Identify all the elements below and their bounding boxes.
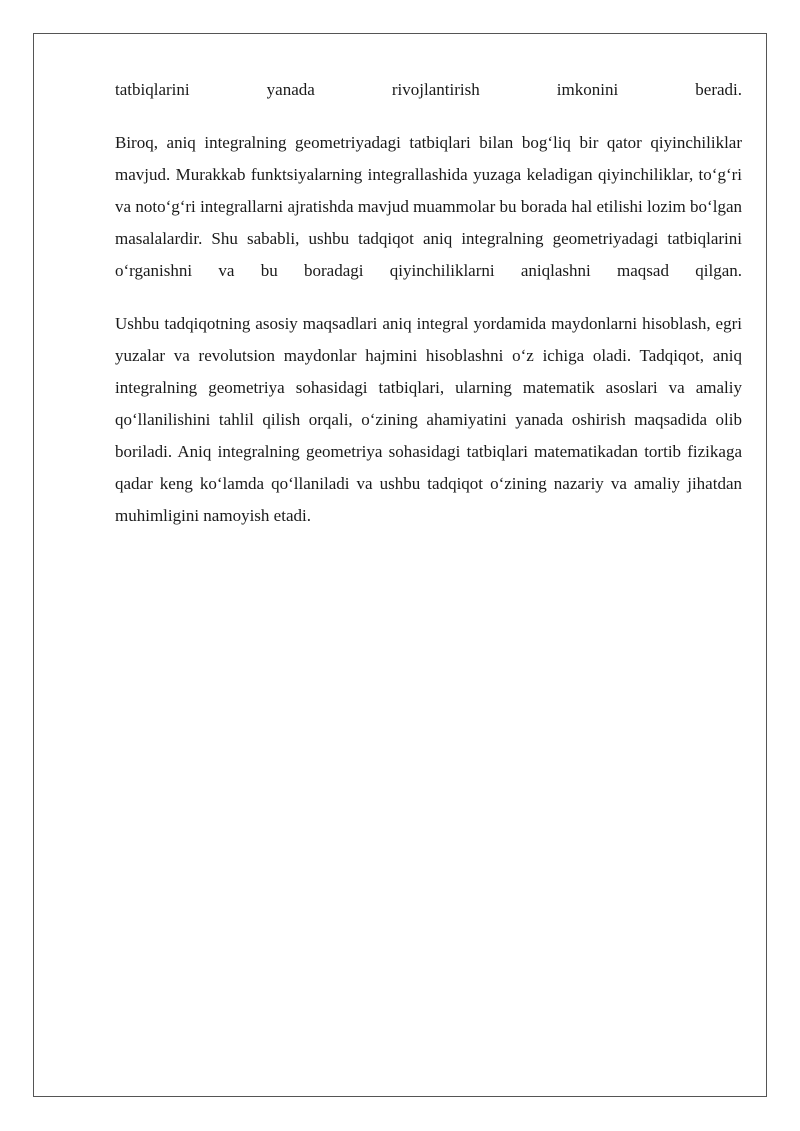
paragraph-2: Biroq, aniq integralning geometriyadagi tatbiqlari bilan bog‘liq bir qator qiyinchiliklar mavjud. Murakkab funktsiyalarning integrallashida yuzaga keladigan qiyinchiliklar, to‘g‘ri va noto‘g‘ri integrallarni ajratishda mavjud muammolar bu borada hal etilishi lozim bo‘lgan masalalardir. Shu sababli, ushbu tadqiqot aniq integralning geometriyadagi tatbiqlarini o‘rganishni va bu boradagi qiyinchiliklarni aniqlashni maqsad qilgan.: [115, 133, 742, 280]
document-body: [115, 74, 742, 553]
paragraph-1: tatbiqlarini yanada rivojlantirish imkonini beradi.: [115, 80, 742, 99]
paragraph-3: Ushbu tadqiqotning asosiy maqsadlari aniq integral yordamida maydonlarni hisoblash, egri yuzalar va revolutsion maydonlar hajmini hisoblashni o‘z ichiga oladi. Tadqiqot, aniq integralning geometriya sohasidagi tatbiqlari, ularning matematik asoslari va amaliy qo‘llanilishini tahlil qilish orqali, o‘zining ahamiyatini yanada oshirish maqsadida olib boriladi. Aniq integralning geometriya sohasidagi tatbiqlari matematikadan tortib fizikaga qadar keng ko‘lamda qo‘llaniladi va ushbu tadqiqot o‘zining nazariy va amaliy jihatdan muhimligini namoyish etadi.: [115, 314, 742, 525]
